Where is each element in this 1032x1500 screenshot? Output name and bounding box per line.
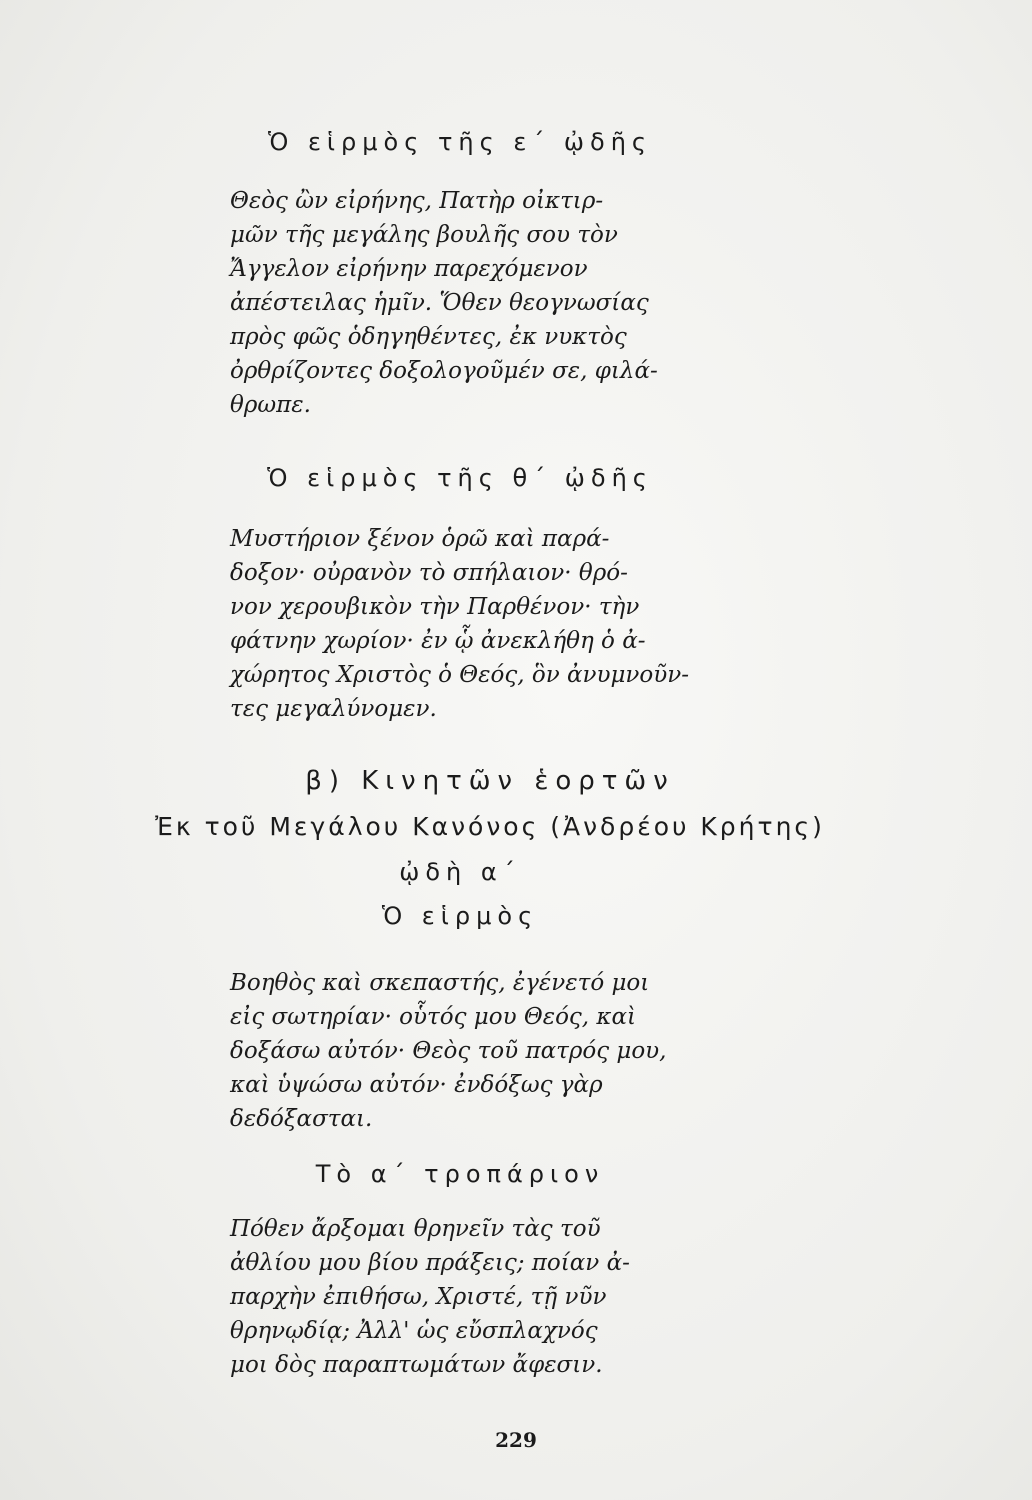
verse-line: δοξάσω αὐτόν· Θεὸς τοῦ πατρός μου, <box>230 1038 667 1064</box>
ode-1-heading: ᾠδὴ α΄ <box>399 858 521 886</box>
verse-line: χώρητος Χριστὸς ὁ Θεός, ὃν ἀνυμνοῦν- <box>230 662 689 688</box>
verse-line: Ἄγγελον εἰρήνην παρεχόμενον <box>230 256 588 282</box>
verse-line: Πόθεν ἄρξομαι θρηνεῖν τὰς τοῦ <box>230 1216 601 1242</box>
verse-line: δεδόξασται. <box>230 1106 373 1132</box>
page-number: 229 <box>495 1428 537 1452</box>
irmos-ode-9-heading: Ὁ εἱρμὸς τῆς θ΄ ᾠδῆς <box>267 464 653 492</box>
verse-line: μῶν τῆς μεγάλης βουλῆς σου τὸν <box>230 222 618 248</box>
great-canon-heading: Ἐκ τοῦ Μεγάλου Κανόνος (Ἀνδρέου Κρήτης) <box>155 812 825 841</box>
verse-line: ὀρθρίζοντες δοξολογοῦμέν σε, φιλά- <box>230 358 658 384</box>
troparion-1-heading: Τὸ α΄ τροπάριον <box>315 1160 605 1188</box>
verse-line: καὶ ὑψώσω αὐτόν· ἐνδόξως γὰρ <box>230 1072 603 1098</box>
irmos-heading: Ὁ εἱρμὸς <box>381 902 539 930</box>
verse-line: εἰς σωτηρίαν· οὗτός μου Θεός, καὶ <box>230 1004 637 1030</box>
verse-line: θρηνῳδίᾳ; Ἀλλ' ὡς εὔσπλαχνός <box>230 1318 598 1344</box>
movable-feasts-heading: β) Κινητῶν ἑορτῶν <box>305 766 675 796</box>
irmos-ode-1-text <box>230 966 690 1136</box>
irmos-ode-5-heading: Ὁ εἱρμὸς τῆς ε΄ ᾠδῆς <box>267 128 653 156</box>
irmos-ode-5-text <box>230 184 690 422</box>
verse-line: θρωπε. <box>230 392 311 418</box>
verse-line: φάτνην χωρίον· ἐν ᾧ ἀνεκλήθη ὁ ἀ- <box>230 628 646 654</box>
irmos-ode-9-text <box>230 522 690 726</box>
verse-line: νον χερουβικὸν τὴν Παρθένον· τὴν <box>230 594 640 620</box>
verse-line: ἀθλίου μου βίου πράξεις; ποίαν ἀ- <box>230 1250 630 1276</box>
verse-line: παρχὴν ἐπιθήσω, Χριστέ, τῇ νῦν <box>230 1284 607 1310</box>
verse-line: ἀπέστειλας ἡμῖν. Ὅθεν θεογνωσίας <box>230 290 649 316</box>
verse-line: δοξον· οὐρανὸν τὸ σπήλαιον· θρό- <box>230 560 628 586</box>
verse-line: μοι δὸς παραπτωμάτων ἄφεσιν. <box>230 1352 603 1378</box>
verse-line: Μυστήριον ξένον ὁρῶ καὶ παρά- <box>230 526 610 552</box>
verse-line: Θεὸς ὢν εἰρήνης, Πατὴρ οἰκτιρ- <box>230 188 604 214</box>
verse-line: τες μεγαλύνομεν. <box>230 696 437 722</box>
troparion-1-text <box>230 1212 690 1382</box>
verse-line: πρὸς φῶς ὁδηγηθέντες, ἐκ νυκτὸς <box>230 324 627 350</box>
verse-line: Βοηθὸς καὶ σκεπαστής, ἐγένετό μοι <box>230 970 650 996</box>
